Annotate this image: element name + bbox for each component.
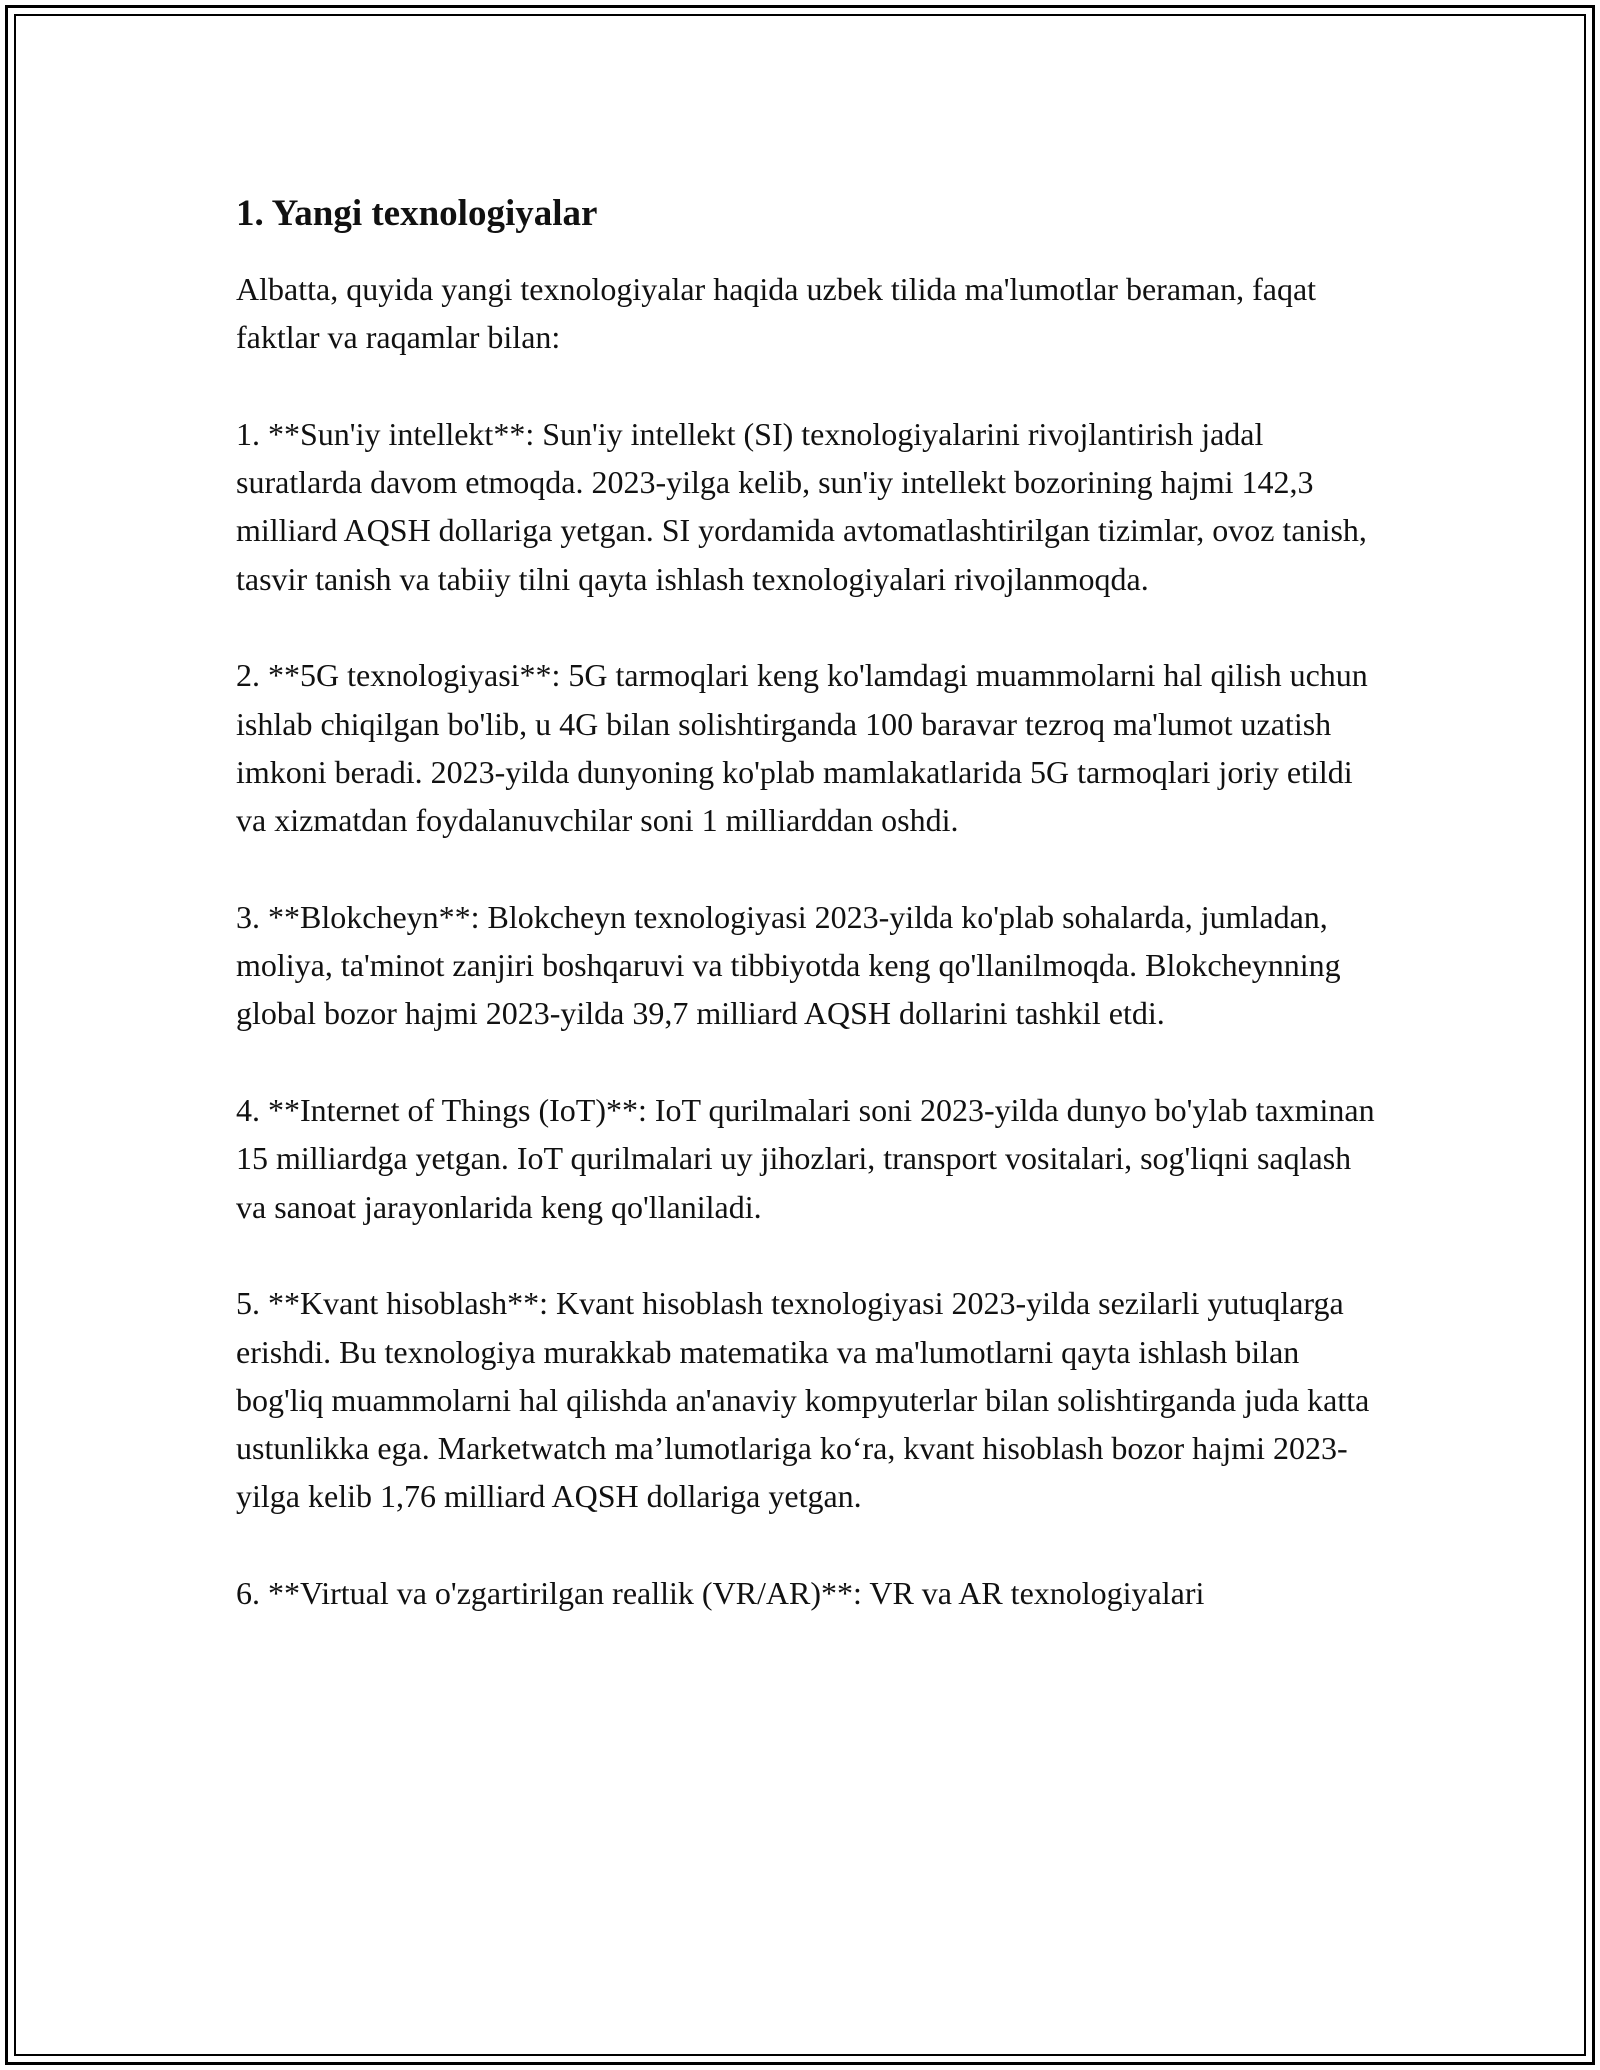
list-item: 5. **Kvant hisoblash**: Kvant hisoblash texnologiyasi 2023-yilda sezilarli yutuqlarga erishdi. Bu texnologiya murakkab matematika va ma'lumotlarni qayta ishlash bilan bog'liq muammolarni hal qilishda an'anaviy kompyuterlar bilan solishtirganda juda katta ustunlikka ega. Marketwatch ma’lumotlariga ko‘ra, kvant hisoblash bozor hajmi 2023-yilga kelib 1,76 milliard AQSH dollariga yetgan. (236, 1285, 1370, 1515)
list-item: 2. **5G texnologiyasi**: 5G tarmoqlari keng ko'lamdagi muammolarni hal qilish uchun ishlab chiqilgan bo'lib, u 4G bilan solishtirganda 100 baravar tezroq ma'lumot uzatish imkoni beradi. 2023-yilda dunyoning ko'plab mamlakatlarida 5G tarmoqlari joriy etildi va xizmatdan foydalanuvchilar soni 1 milliarddan oshdi. (236, 657, 1368, 839)
list-item: 4. **Internet of Things (IoT)**: IoT qurilmalari soni 2023-yilda dunyo bo'ylab taxminan 15 milliardga yetgan. IoT qurilmalari uy jihozlari, transport vositalari, sog'liqni saqlash va sanoat jarayonlarida keng qo'llaniladi. (236, 1092, 1375, 1225)
intro-paragraph: Albatta, quyida yangi texnologiyalar haqida uzbek tilida ma'lumotlar beraman, faqat faktlar va raqamlar bilan: (236, 271, 1317, 356)
list-item: 1. **Sun'iy intellekt**: Sun'iy intellekt (SI) texnologiyalarini rivojlantirish jadal suratlarda davom etmoqda. 2023-yilga kelib, sun'iy intellekt bozorining hajmi 142,3 milliard AQSH dollariga yetgan. SI yordamida avtomatlashtirilgan tizimlar, ovoz tanish, tasvir tanish va tabiiy tilni qayta ishlash texnologiyalari rivojlanmoqda. (236, 415, 1367, 597)
document-body (236, 186, 1386, 1666)
document-title: 1. Yangi texnologiyalar (236, 193, 598, 234)
list-item: 6. **Virtual va o'zgartirilgan reallik (VR/AR)**: VR va AR texnologiyalari (236, 1575, 1205, 1612)
list-item: 3. **Blokcheyn**: Blokcheyn texnologiyasi 2023-yilda ko'plab sohalarda, jumladan, moliya, ta'minot zanjiri boshqaruvi va tibbiyotda keng qo'llanilmoqda. Blokcheynning global bozor hajmi 2023-yilda 39,7 milliard AQSH dollarini tashkil etdi. (236, 898, 1341, 1032)
